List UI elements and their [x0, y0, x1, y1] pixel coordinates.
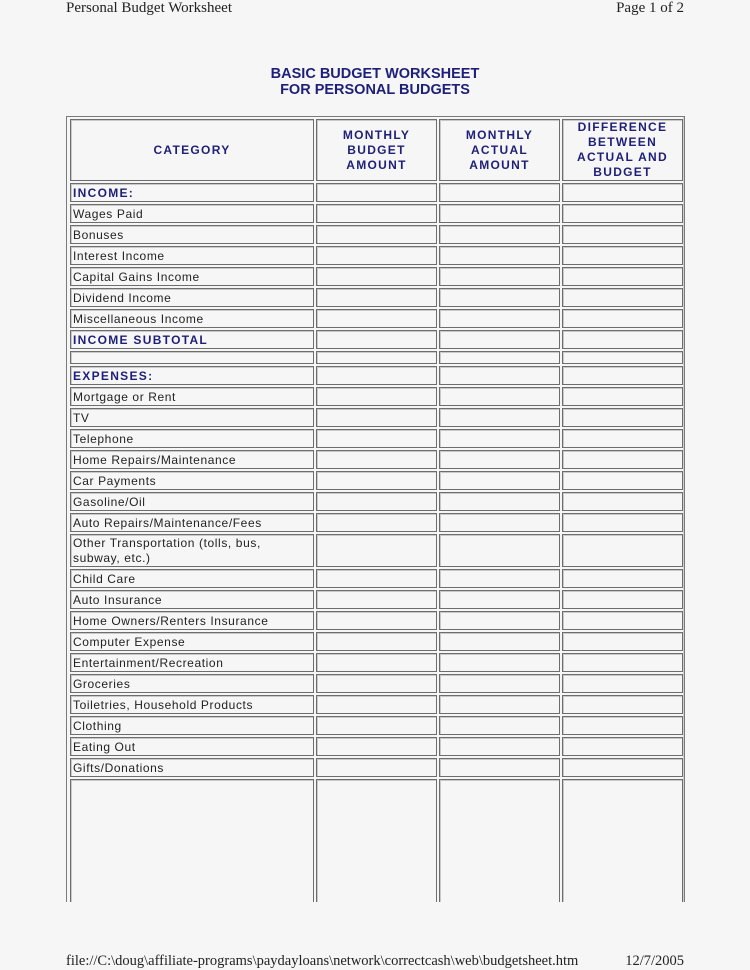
table-row	[70, 737, 683, 756]
category-cell	[70, 779, 314, 902]
budget-amount-cell[interactable]	[316, 716, 437, 735]
actual-amount-cell[interactable]	[439, 330, 560, 349]
budget-amount-cell[interactable]	[316, 471, 437, 490]
budget-amount-cell[interactable]	[316, 330, 437, 349]
table-row	[70, 309, 683, 328]
budget-amount-cell[interactable]	[316, 492, 437, 511]
budget-amount-cell[interactable]	[316, 429, 437, 448]
actual-amount-cell[interactable]	[439, 492, 560, 511]
print-footer	[66, 953, 684, 970]
category-cell: INCOME SUBTOTAL	[70, 330, 314, 349]
budget-amount-cell[interactable]	[316, 611, 437, 630]
column-header-category: CATEGORY	[70, 119, 314, 181]
difference-cell[interactable]	[562, 351, 683, 364]
table-row	[70, 267, 683, 286]
actual-amount-cell[interactable]	[439, 366, 560, 385]
category-cell: Home Owners/Renters Insurance	[70, 611, 314, 630]
budget-amount-cell[interactable]	[316, 590, 437, 609]
difference-cell[interactable]	[562, 429, 683, 448]
category-cell: Auto Repairs/Maintenance/Fees	[70, 513, 314, 532]
category-cell: Gifts/Donations	[70, 758, 314, 777]
budget-amount-cell[interactable]	[316, 204, 437, 223]
budget-amount-cell[interactable]	[316, 351, 437, 364]
difference-cell[interactable]	[562, 632, 683, 651]
budget-amount-cell[interactable]	[316, 387, 437, 406]
budget-amount-cell[interactable]	[316, 758, 437, 777]
category-cell: Child Care	[70, 569, 314, 588]
difference-cell[interactable]	[562, 492, 683, 511]
table-row	[70, 387, 683, 406]
actual-amount-cell[interactable]	[439, 695, 560, 714]
budget-amount-cell[interactable]	[316, 183, 437, 202]
actual-amount-cell[interactable]	[439, 716, 560, 735]
difference-cell[interactable]	[562, 267, 683, 286]
difference-cell[interactable]	[562, 309, 683, 328]
table-row	[70, 513, 683, 532]
category-cell: Interest Income	[70, 246, 314, 265]
table-row	[70, 674, 683, 693]
table-row	[70, 779, 683, 902]
actual-amount-cell[interactable]	[439, 387, 560, 406]
category-cell	[70, 351, 314, 364]
category-cell: Home Repairs/Maintenance	[70, 450, 314, 469]
difference-cell[interactable]	[562, 653, 683, 672]
difference-cell[interactable]	[562, 408, 683, 427]
actual-amount-cell[interactable]	[439, 471, 560, 490]
table-row	[70, 351, 683, 364]
actual-amount-cell[interactable]	[439, 758, 560, 777]
table-row	[70, 246, 683, 265]
table-row	[70, 611, 683, 630]
actual-amount-cell[interactable]	[439, 534, 560, 567]
budget-amount-cell[interactable]	[316, 534, 437, 567]
budget-amount-cell[interactable]	[316, 288, 437, 307]
column-header-monthly-actual: MONTHLY ACTUAL AMOUNT	[439, 119, 560, 181]
difference-cell[interactable]	[562, 569, 683, 588]
actual-amount-cell[interactable]	[439, 408, 560, 427]
table-row	[70, 758, 683, 777]
budget-amount-cell[interactable]	[316, 366, 437, 385]
page-title	[0, 66, 750, 98]
column-header-monthly-budget: MONTHLY BUDGET AMOUNT	[316, 119, 437, 181]
difference-cell[interactable]	[562, 534, 683, 567]
difference-cell[interactable]	[562, 611, 683, 630]
table-row	[70, 590, 683, 609]
budget-amount-cell[interactable]	[316, 674, 437, 693]
table-row	[70, 716, 683, 735]
page-number: Page 1 of 2	[616, 0, 684, 16]
file-path: file://C:\doug\affiliate-programs\paydayloans\network\correctcash\web\budgetsheet.htm	[66, 953, 579, 969]
category-cell: EXPENSES:	[70, 366, 314, 385]
category-cell: Computer Expense	[70, 632, 314, 651]
table-row	[70, 288, 683, 307]
actual-amount-cell[interactable]	[439, 225, 560, 244]
actual-amount-cell[interactable]	[439, 267, 560, 286]
table-row	[70, 408, 683, 427]
category-cell: Groceries	[70, 674, 314, 693]
difference-cell[interactable]	[562, 716, 683, 735]
category-cell: Wages Paid	[70, 204, 314, 223]
print-header	[66, 0, 684, 17]
difference-cell[interactable]	[562, 288, 683, 307]
page-title-line-1: BASIC BUDGET WORKSHEET	[270, 66, 480, 82]
actual-amount-cell[interactable]	[439, 569, 560, 588]
table-header-row	[70, 119, 683, 181]
actual-amount-cell[interactable]	[439, 204, 560, 223]
budget-amount-cell[interactable]	[316, 569, 437, 588]
budget-amount-cell[interactable]	[316, 695, 437, 714]
category-cell: Bonuses	[70, 225, 314, 244]
print-date: 12/7/2005	[625, 953, 684, 969]
category-cell: Auto Insurance	[70, 590, 314, 609]
budget-amount-cell[interactable]	[316, 513, 437, 532]
table-row	[70, 534, 683, 567]
difference-cell[interactable]	[562, 758, 683, 777]
table-row	[70, 632, 683, 651]
difference-cell[interactable]	[562, 225, 683, 244]
actual-amount-cell[interactable]	[439, 737, 560, 756]
budget-amount-cell[interactable]	[316, 779, 437, 902]
table-row	[70, 569, 683, 588]
actual-amount-cell[interactable]	[439, 246, 560, 265]
category-cell: Telephone	[70, 429, 314, 448]
category-cell: Eating Out	[70, 737, 314, 756]
budget-amount-cell[interactable]	[316, 246, 437, 265]
budget-table-frame	[66, 116, 685, 902]
actual-amount-cell[interactable]	[439, 288, 560, 307]
budget-amount-cell[interactable]	[316, 737, 437, 756]
difference-cell[interactable]	[562, 779, 683, 902]
budget-amount-cell[interactable]	[316, 450, 437, 469]
category-cell: Miscellaneous Income	[70, 309, 314, 328]
table-row	[70, 653, 683, 672]
budget-amount-cell[interactable]	[316, 408, 437, 427]
category-cell: Toiletries, Household Products	[70, 695, 314, 714]
table-row	[70, 450, 683, 469]
actual-amount-cell[interactable]	[439, 632, 560, 651]
budget-amount-cell[interactable]	[316, 225, 437, 244]
category-cell: Clothing	[70, 716, 314, 735]
difference-cell[interactable]	[562, 246, 683, 265]
column-header-difference: DIFFERENCE BETWEEN ACTUAL AND BUDGET	[562, 119, 683, 181]
difference-cell[interactable]	[562, 387, 683, 406]
difference-cell[interactable]	[562, 330, 683, 349]
budget-amount-cell[interactable]	[316, 267, 437, 286]
budget-table	[68, 117, 685, 902]
budget-amount-cell[interactable]	[316, 653, 437, 672]
actual-amount-cell[interactable]	[439, 779, 560, 902]
category-cell: Mortgage or Rent	[70, 387, 314, 406]
difference-cell[interactable]	[562, 695, 683, 714]
actual-amount-cell[interactable]	[439, 183, 560, 202]
actual-amount-cell[interactable]	[439, 450, 560, 469]
table-section-row	[70, 183, 683, 202]
table-row	[70, 429, 683, 448]
page-title-line-2: FOR PERSONAL BUDGETS	[280, 82, 470, 98]
table-row	[70, 204, 683, 223]
category-cell: TV	[70, 408, 314, 427]
difference-cell[interactable]	[562, 674, 683, 693]
difference-cell[interactable]	[562, 513, 683, 532]
actual-amount-cell[interactable]	[439, 351, 560, 364]
category-cell: Other Transportation (tolls, bus, subway, etc.)	[70, 534, 314, 567]
difference-cell[interactable]	[562, 366, 683, 385]
difference-cell[interactable]	[562, 590, 683, 609]
category-cell: Entertainment/Recreation	[70, 653, 314, 672]
table-section-row	[70, 330, 683, 349]
category-cell: Gasoline/Oil	[70, 492, 314, 511]
actual-amount-cell[interactable]	[439, 674, 560, 693]
actual-amount-cell[interactable]	[439, 611, 560, 630]
category-cell: INCOME:	[70, 183, 314, 202]
print-header-title: Personal Budget Worksheet	[66, 0, 232, 16]
difference-cell[interactable]	[562, 471, 683, 490]
table-row	[70, 695, 683, 714]
category-cell: Capital Gains Income	[70, 267, 314, 286]
difference-cell[interactable]	[562, 204, 683, 223]
budget-amount-cell[interactable]	[316, 309, 437, 328]
actual-amount-cell[interactable]	[439, 429, 560, 448]
actual-amount-cell[interactable]	[439, 590, 560, 609]
category-cell: Car Payments	[70, 471, 314, 490]
actual-amount-cell[interactable]	[439, 309, 560, 328]
table-row	[70, 492, 683, 511]
difference-cell[interactable]	[562, 183, 683, 202]
table-row	[70, 225, 683, 244]
actual-amount-cell[interactable]	[439, 513, 560, 532]
table-section-row	[70, 366, 683, 385]
table-row	[70, 471, 683, 490]
difference-cell[interactable]	[562, 737, 683, 756]
category-cell: Dividend Income	[70, 288, 314, 307]
table-body	[70, 183, 683, 902]
budget-amount-cell[interactable]	[316, 632, 437, 651]
difference-cell[interactable]	[562, 450, 683, 469]
actual-amount-cell[interactable]	[439, 653, 560, 672]
